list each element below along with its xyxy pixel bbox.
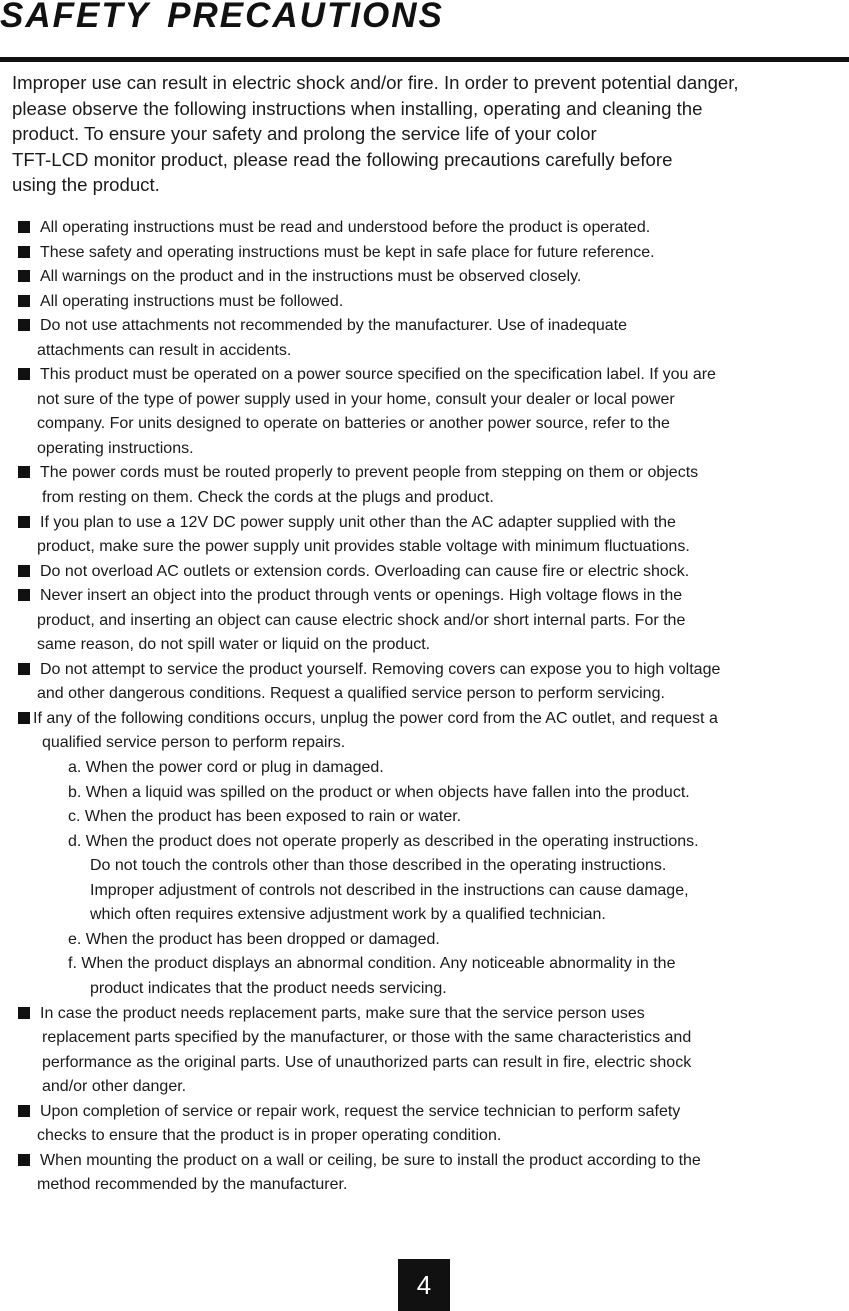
- condition-item: f. When the product displays an abnormal condition. Any noticeable abnormality in the: [68, 955, 676, 973]
- precaution-item: [0, 560, 849, 585]
- title-divider: [0, 57, 849, 62]
- intro-line: product. To ensure your safety and prolong the service life of your color: [12, 123, 597, 144]
- precaution-text: If any of the following conditions occurs, unplug the power cord from the AC outlet, and request a: [33, 709, 718, 727]
- square-bullet-icon: [18, 589, 30, 601]
- precaution-item: [0, 241, 849, 266]
- precaution-text: This product must be operated on a power source specified on the specification label. If you are: [40, 366, 716, 384]
- precaution-continuation: not sure of the type of power supply used in your home, consult your dealer or local power: [37, 390, 675, 408]
- condition-item: b. When a liquid was spilled on the product or when objects have fallen into the product.: [68, 783, 690, 801]
- precaution-item: [0, 511, 849, 536]
- precaution-item: [0, 314, 849, 339]
- precaution-item: [0, 265, 849, 290]
- precaution-text: All operating instructions must be read and understood before the product is operated.: [40, 219, 651, 236]
- square-bullet-icon: [18, 516, 30, 528]
- condition-item: a. When the power cord or plug in damaged.: [68, 759, 384, 777]
- square-bullet-icon: [18, 319, 30, 331]
- page-number: 4: [398, 1259, 450, 1311]
- precaution-continuation: performance as the original parts. Use of unauthorized parts can result in fire, electric shock: [42, 1053, 692, 1071]
- precaution-item: [0, 1149, 849, 1174]
- square-bullet-icon: [18, 1105, 30, 1117]
- precaution-item: [0, 658, 849, 683]
- intro-line: TFT-LCD monitor product, please read the following precautions carefully before: [12, 148, 673, 170]
- precaution-continuation: product, make sure the power supply unit provides stable voltage with minimum fluctuations.: [37, 538, 690, 556]
- precaution-item: [0, 1100, 849, 1125]
- intro-paragraph: [12, 70, 842, 198]
- condition-item: c. When the product has been exposed to rain or water.: [68, 808, 462, 826]
- precaution-item: [0, 216, 849, 241]
- square-bullet-icon: [18, 1007, 30, 1019]
- precaution-continuation: attachments can result in accidents.: [37, 341, 292, 359]
- precautions-list: [0, 216, 849, 1198]
- precaution-text: Do not overload AC outlets or extension cords. Overloading can cause fire or electric shock.: [40, 562, 690, 580]
- precaution-continuation: company. For units designed to operate on batteries or another power source, refer to the: [37, 415, 670, 433]
- precaution-text: All operating instructions must be followed.: [40, 292, 344, 310]
- precaution-text: If you plan to use a 12V DC power supply unit other than the AC adapter supplied with the: [40, 513, 676, 531]
- condition-item: e. When the product has been dropped or damaged.: [68, 930, 440, 948]
- square-bullet-icon: [18, 466, 30, 478]
- precaution-continuation: and other dangerous conditions. Request a qualified service person to perform servicing.: [37, 685, 665, 703]
- intro-line: please observe the following instructions when installing, operating and cleaning the: [12, 97, 703, 119]
- precaution-text: When mounting the product on a wall or ceiling, be sure to install the product according to the: [40, 1151, 701, 1169]
- precaution-text: Upon completion of service or repair work, request the service technician to perform safety: [40, 1102, 681, 1120]
- square-bullet-icon: [18, 368, 30, 380]
- condition-item: d. When the product does not operate properly as described in the operating instructions.: [68, 832, 699, 850]
- precaution-text: The power cords must be routed properly to prevent people from stepping on them or objects: [40, 464, 699, 482]
- square-bullet-icon: [18, 270, 30, 282]
- precaution-continuation: qualified service person to perform repairs.: [42, 734, 346, 752]
- precaution-text: Do not attempt to service the product yourself. Removing covers can expose you to high voltage: [40, 660, 721, 678]
- intro-line: using the product.: [12, 174, 160, 195]
- precaution-continuation: method recommended by the manufacturer.: [37, 1176, 348, 1194]
- intro-line: Improper use can result in electric shock and/or fire. In order to prevent potential danger,: [12, 72, 739, 93]
- precaution-text: Do not use attachments not recommended by the manufacturer. Use of inadequate: [40, 317, 628, 335]
- precaution-item: [0, 363, 849, 388]
- precaution-continuation: and/or other danger.: [42, 1078, 187, 1096]
- condition-continuation: which often requires extensive adjustment work by a qualified technician.: [90, 906, 606, 924]
- square-bullet-icon: [18, 1154, 30, 1166]
- square-bullet-icon: [18, 221, 30, 233]
- precaution-item: [0, 707, 849, 732]
- precaution-text: Never insert an object into the product through vents or openings. High voltage flows in the: [40, 587, 683, 605]
- precaution-continuation: product, and inserting an object can cause electric shock and/or short internal parts. For the: [37, 611, 686, 629]
- precaution-continuation: checks to ensure that the product is in proper operating condition.: [37, 1127, 502, 1145]
- condition-continuation: product indicates that the product needs servicing.: [90, 979, 447, 997]
- square-bullet-icon: [18, 712, 30, 724]
- precaution-item: [0, 1002, 849, 1027]
- square-bullet-icon: [18, 295, 30, 307]
- precaution-text: These safety and operating instructions must be kept in safe place for future reference.: [40, 243, 655, 261]
- precaution-item: [0, 461, 849, 486]
- page-title: SAFETY PRECAUTIONS: [0, 0, 444, 35]
- precaution-continuation: replacement parts specified by the manufacturer, or those with the same characteristics and: [42, 1029, 692, 1047]
- precaution-item: [0, 584, 849, 609]
- precaution-text: In case the product needs replacement parts, make sure that the service person uses: [40, 1004, 645, 1022]
- condition-continuation: Improper adjustment of controls not described in the instructions can cause damage,: [90, 881, 689, 899]
- precaution-continuation: from resting on them. Check the cords at the plugs and product.: [42, 489, 494, 507]
- square-bullet-icon: [18, 246, 30, 258]
- precaution-continuation: operating instructions.: [37, 439, 194, 457]
- square-bullet-icon: [18, 663, 30, 675]
- condition-continuation: Do not touch the controls other than those described in the operating instructions.: [90, 857, 667, 875]
- precaution-item: [0, 290, 849, 315]
- precaution-continuation: same reason, do not spill water or liquid on the product.: [37, 636, 431, 654]
- square-bullet-icon: [18, 565, 30, 577]
- precaution-text: All warnings on the product and in the instructions must be observed closely.: [40, 268, 582, 286]
